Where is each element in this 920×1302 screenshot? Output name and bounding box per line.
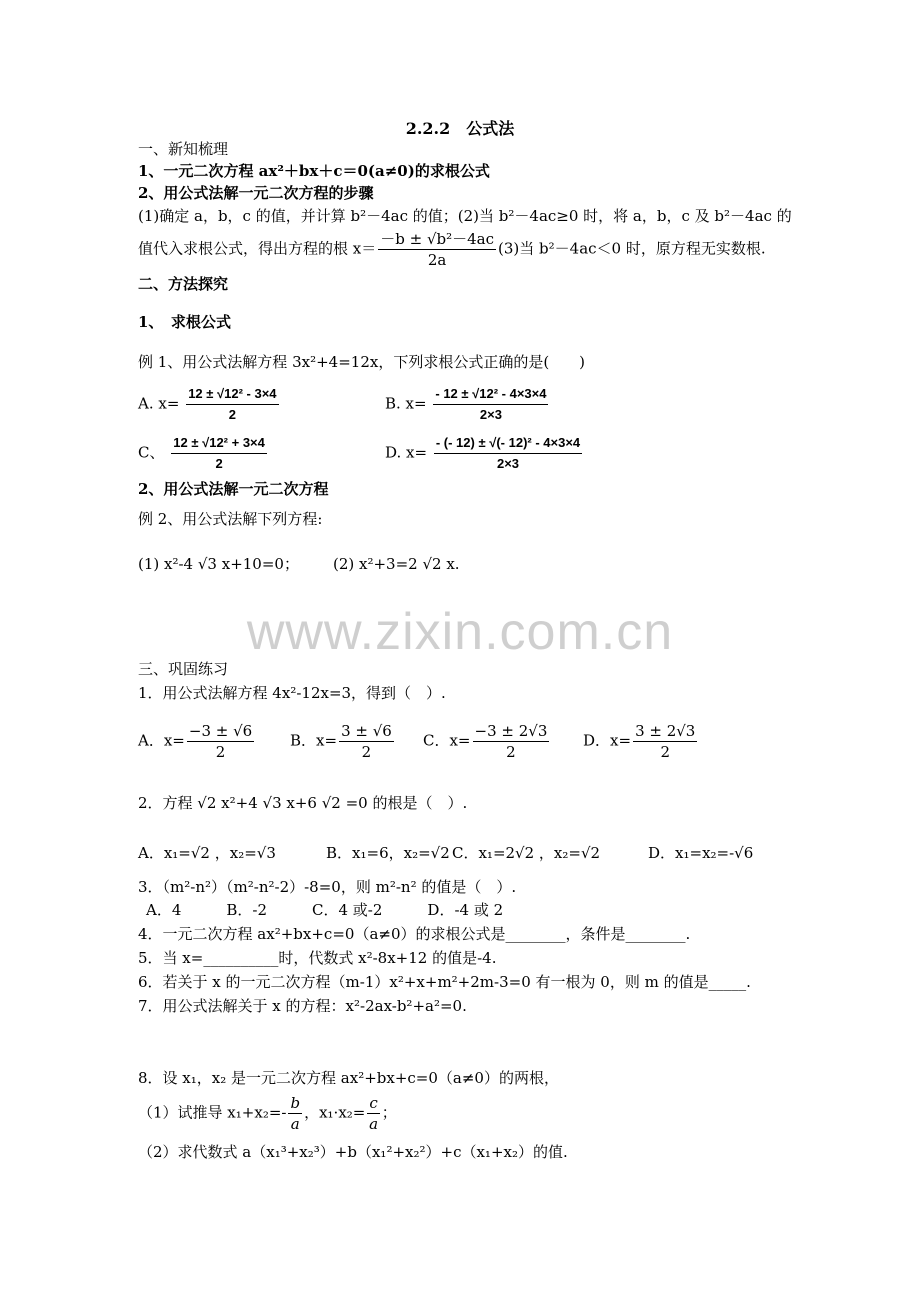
question-6: 6．若关于 x 的一元二次方程（m-1）x²+x+m²+2m-3=0 有一根为 0，则 m 的值是_____.	[138, 973, 751, 991]
question-7: 7．用公式法解关于 x 的方程：x²-2ax-b²+a²=0.	[138, 997, 467, 1015]
steps-line-2-text: 值代入求根公式，得出方程的根 x＝	[138, 239, 377, 258]
option-d-label: D. x=	[385, 443, 428, 462]
example-1-option-c	[138, 434, 269, 473]
example-1-question: 例 1、用公式法解方程 3x²+4=12x，下列求根公式正确的是( )	[138, 353, 586, 371]
example-2-question: 例 2、用公式法解下列方程:	[138, 510, 323, 528]
q1-option-a-numerator: −3 ± √6	[188, 722, 253, 740]
section-heading-1: 一、新知梳理	[138, 140, 229, 158]
q8-fraction-2-numerator: c	[369, 1094, 378, 1112]
steps-line-1: (1)确定 a，b，c 的值，并计算 b²－4ac 的值；(2)当 b²－4ac≥0 时，将 a，b，c 及 b²－4ac 的	[138, 207, 792, 225]
section-heading-3: 三、巩固练习	[138, 660, 229, 678]
question-2: 2．方程 √2 x²+4 √3 x+6 √2 =0 的根是（ ）.	[138, 794, 468, 812]
question-5: 5．当 x=__________时，代数式 x²-8x+12 的值是-4.	[138, 949, 497, 967]
question-8: 8．设 x₁，x₂ 是一元二次方程 ax²+bx+c=0（a≠0）的两根，	[138, 1069, 559, 1087]
question-8-part-1	[138, 1094, 397, 1133]
option-b-label: B. x=	[385, 394, 427, 413]
q8-fraction-c-over-a	[367, 1094, 379, 1133]
question-1-option-c	[423, 722, 551, 761]
q1-option-c-fraction	[473, 722, 550, 761]
q1-option-b-label: B．x=	[290, 731, 338, 750]
q8-part-1-mid: ，x₁·x₂=	[304, 1103, 366, 1122]
q8-fraction-b-over-a	[288, 1094, 302, 1133]
example-1-option-b	[385, 385, 550, 424]
q8-fraction-2-denominator: a	[369, 1115, 379, 1133]
option-c-numerator: 12 ± √12² + 3×4	[171, 434, 267, 454]
option-a-fraction	[186, 385, 278, 424]
item-steps: 2、用公式法解一元二次方程的步骤	[138, 184, 374, 202]
q1-option-a-label: A．x=	[138, 731, 185, 750]
root-formula-denominator: 2a	[427, 251, 447, 269]
question-1-option-d	[583, 722, 699, 761]
q1-option-c-denominator: 2	[506, 743, 516, 761]
question-8-part-2: （2）求代数式 a（x₁³+x₂³）+b（x₁²+x₂²）+c（x₁+x₂）的值.	[138, 1143, 568, 1161]
option-a-denominator: 2	[228, 407, 236, 422]
question-1: 1．用公式法解方程 4x²-12x=3，得到（ ）.	[138, 684, 446, 702]
subheading-root-formula: 1、 求根公式	[138, 313, 231, 331]
q1-option-d-fraction	[633, 722, 697, 761]
steps-line-2	[138, 230, 766, 269]
option-b-fraction	[433, 385, 548, 424]
question-2-option-a: A．x₁=√2 ，x₂=√3	[138, 844, 276, 862]
q1-option-a-fraction	[187, 722, 254, 761]
q8-part-1-text: （1）试推导 x₁+x₂=-	[138, 1103, 287, 1122]
question-2-option-c: C．x₁=2√2 ，x₂=√2	[452, 844, 601, 862]
example-1-option-d	[385, 434, 584, 473]
q1-option-b-numerator: 3 ± √6	[341, 722, 392, 740]
q8-part-1-end: ；	[381, 1103, 397, 1122]
example-1-option-a	[138, 385, 281, 424]
subheading-solve-by-formula: 2、用公式法解一元二次方程	[138, 480, 329, 498]
example-2-part-1: (1) x²-4 √3 x+10=0；	[138, 555, 299, 573]
question-1-option-b	[290, 722, 396, 761]
root-formula-numerator: －b ± √b²－4ac	[380, 230, 495, 248]
question-3-options: A．4 B．-2 C．4 或-2 D．-4 或 2	[146, 901, 504, 919]
section-heading-2: 二、方法探究	[138, 275, 229, 293]
question-4: 4．一元二次方程 ax²+bx+c=0（a≠0）的求根公式是________，条件是________.	[138, 925, 691, 943]
option-a-numerator: 12 ± √12² - 3×4	[186, 385, 278, 405]
q1-option-c-numerator: −3 ± 2√3	[474, 722, 548, 740]
watermark: www.zixin.com.cn	[246, 603, 674, 661]
option-c-denominator: 2	[215, 456, 223, 471]
q8-fraction-1-numerator: b	[290, 1094, 301, 1112]
item-root-formula: 1、一元二次方程 ax²＋bx＋c＝0(a≠0)的求根公式	[138, 162, 490, 180]
option-d-fraction	[434, 434, 582, 473]
option-b-denominator: 2×3	[479, 407, 502, 422]
q1-option-b-fraction	[339, 722, 394, 761]
option-d-numerator: - (- 12) ± √(- 12)² - 4×3×4	[434, 434, 582, 454]
option-b-numerator: - 12 ± √12² - 4×3×4	[433, 385, 548, 405]
question-2-option-b: B．x₁=6，x₂=√2	[326, 844, 450, 862]
q1-option-a-denominator: 2	[215, 743, 226, 761]
root-formula-fraction	[378, 230, 496, 269]
q8-fraction-1-denominator: a	[290, 1115, 300, 1133]
question-2-option-d: D．x₁=x₂=-√6	[648, 844, 754, 862]
option-c-fraction	[171, 434, 267, 473]
q1-option-b-denominator: 2	[361, 743, 372, 761]
example-2-part-2: (2) x²+3=2 √2 x.	[333, 555, 460, 573]
q1-option-c-label: C．x=	[423, 731, 471, 750]
option-c-label: C、	[138, 443, 165, 462]
page-title: 2.2.2 公式法	[405, 119, 515, 138]
question-3: 3．（m²-n²）（m²-n²-2）-8=0，则 m²-n² 的值是（ ）.	[138, 878, 517, 896]
steps-line-2-end: (3)当 b²－4ac＜0 时，原方程无实数根.	[498, 239, 766, 258]
q1-option-d-label: D．x=	[583, 731, 632, 750]
option-a-label: A. x=	[138, 394, 180, 413]
q1-option-d-denominator: 2	[660, 743, 670, 761]
option-d-denominator: 2×3	[496, 456, 520, 471]
question-1-option-a	[138, 722, 256, 761]
q1-option-d-numerator: 3 ± 2√3	[635, 722, 696, 740]
